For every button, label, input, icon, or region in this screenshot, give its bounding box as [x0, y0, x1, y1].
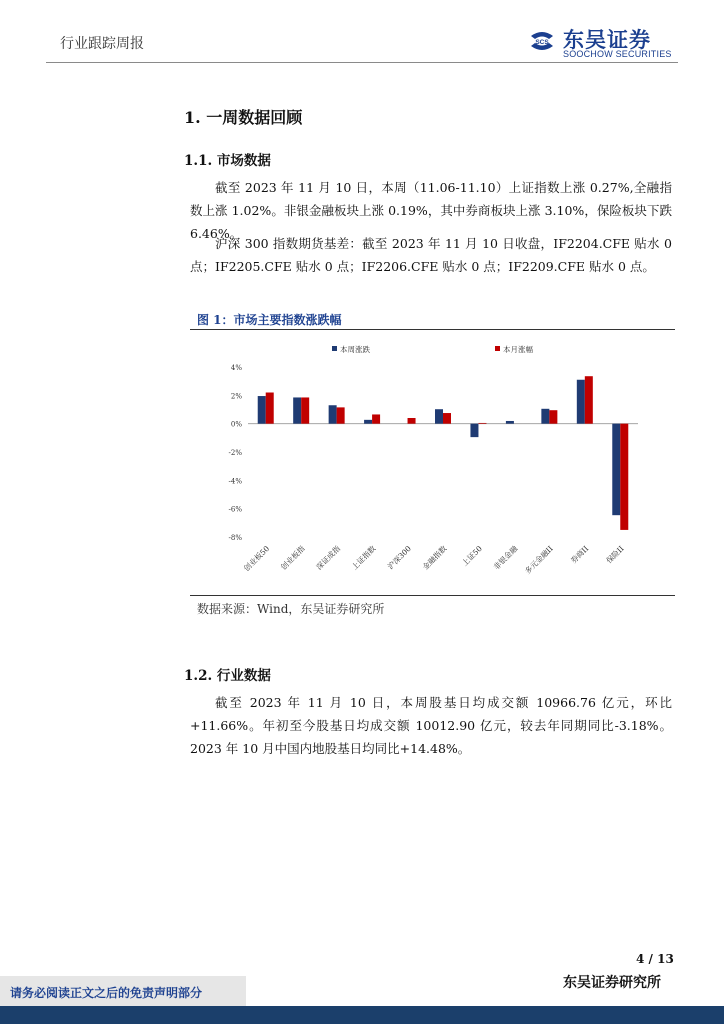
figure-bottom-rule	[190, 595, 675, 596]
y-tick-label: -4%	[228, 477, 242, 486]
bar-0-9	[577, 380, 585, 424]
industry-paragraph: 截至 2023 年 11 月 10 日，本周股基日均成交额 10966.76 亿元，环比+11.66%。年初至今股基日均成交额 10012.90 亿元，较去年同期同比-3.18%。2023 年 10 月中国内地股基日均同比+14.48%。	[190, 695, 672, 756]
report-type: 行业跟踪周报	[60, 36, 144, 52]
section-title-1: 1. 一周数据回顾	[184, 108, 303, 127]
bar-0-0	[258, 396, 266, 424]
bar-1-9	[585, 376, 593, 423]
x-tick-label: 非银金融	[491, 544, 520, 572]
bar-0-8	[541, 409, 549, 424]
y-tick-label: 0%	[230, 420, 242, 429]
y-tick-label: -8%	[228, 534, 242, 542]
bar-0-3	[364, 420, 372, 424]
bar-1-4	[408, 418, 416, 424]
figure-caption: 图 1：市场主要指数涨跌幅	[197, 313, 342, 327]
bar-0-2	[329, 405, 337, 423]
legend-label-0: 本周涨跌	[340, 345, 370, 354]
bar-0-1	[293, 397, 301, 423]
disclaimer-text: 请务必阅读正文之后的免责声明部分	[10, 986, 203, 1000]
x-tick-label: 多元金融II	[523, 544, 555, 576]
page-number: 4 / 13	[636, 952, 674, 966]
section-title-1-1: 1.1. 市场数据	[184, 153, 271, 169]
chart-x-axis	[241, 543, 625, 576]
x-tick-label: 创业板指	[279, 544, 307, 572]
market-paragraph-1: 截至 2023 年 11 月 10 日，本周（11.06-11.10）上证指数上涨 0.27%,全融指数上涨 1.02%。非银金融板块上涨 0.19%，其中券商板块上涨 3.10%，保险板块下跌 6.46%。	[190, 180, 672, 241]
bar-1-2	[337, 407, 345, 423]
x-tick-label: 创业板50	[242, 544, 272, 574]
scs-logo-icon	[527, 26, 557, 56]
footer-bar	[0, 1006, 724, 1024]
bar-1-5	[443, 413, 451, 424]
bar-1-6	[478, 423, 486, 424]
company-logo	[527, 24, 677, 60]
bar-0-5	[435, 409, 443, 423]
svg-text:SCS: SCS	[535, 39, 549, 46]
figure-source: 数据来源：Wind，东吴证券研究所	[197, 602, 385, 616]
y-tick-label: 2%	[230, 392, 242, 401]
chart-legend	[332, 344, 533, 354]
bar-1-3	[372, 414, 380, 423]
legend-swatch-0	[332, 346, 337, 351]
legend-swatch-1	[495, 346, 500, 351]
y-tick-label: -2%	[228, 449, 242, 457]
figure-top-rule	[190, 329, 675, 330]
chart-bars	[258, 376, 629, 530]
x-tick-label: 金融指数	[420, 544, 449, 572]
bar-0-6	[470, 424, 478, 437]
bar-1-8	[549, 410, 557, 423]
x-tick-label: 券商II	[569, 544, 591, 566]
index-change-bar-chart	[190, 331, 675, 593]
bar-0-7	[506, 421, 514, 424]
bar-1-10	[620, 424, 628, 530]
bar-1-1	[301, 397, 309, 423]
logo-english: SOOCHOW SECURITIES	[563, 49, 672, 59]
x-tick-label: 沪深300	[385, 544, 413, 572]
chart-y-axis	[229, 364, 638, 542]
x-tick-label: 深证成指	[314, 544, 343, 572]
footer-department: 东吴证券研究所	[563, 975, 661, 991]
x-tick-label: 上证50	[460, 544, 484, 568]
bar-1-0	[266, 393, 274, 424]
header-divider	[46, 62, 678, 63]
section-title-1-2: 1.2. 行业数据	[184, 668, 271, 684]
logo-chinese: 东吴证券	[563, 28, 651, 52]
legend-label-1: 本月涨幅	[503, 345, 533, 354]
x-tick-label: 保险II	[604, 544, 626, 566]
y-tick-label: 4%	[230, 364, 242, 372]
y-tick-label: -6%	[228, 505, 242, 514]
market-paragraph-2: 沪深 300 指数期货基差：截至 2023 年 11 月 10 日收盘，IF2204.CFE 贴水 0 点；IF2205.CFE 贴水 0 点；IF2206.CFE 贴水 0 点；IF2209.CFE 贴水 0 点。	[190, 236, 672, 274]
x-tick-label: 上证指数	[349, 544, 378, 572]
bar-0-10	[612, 424, 620, 516]
